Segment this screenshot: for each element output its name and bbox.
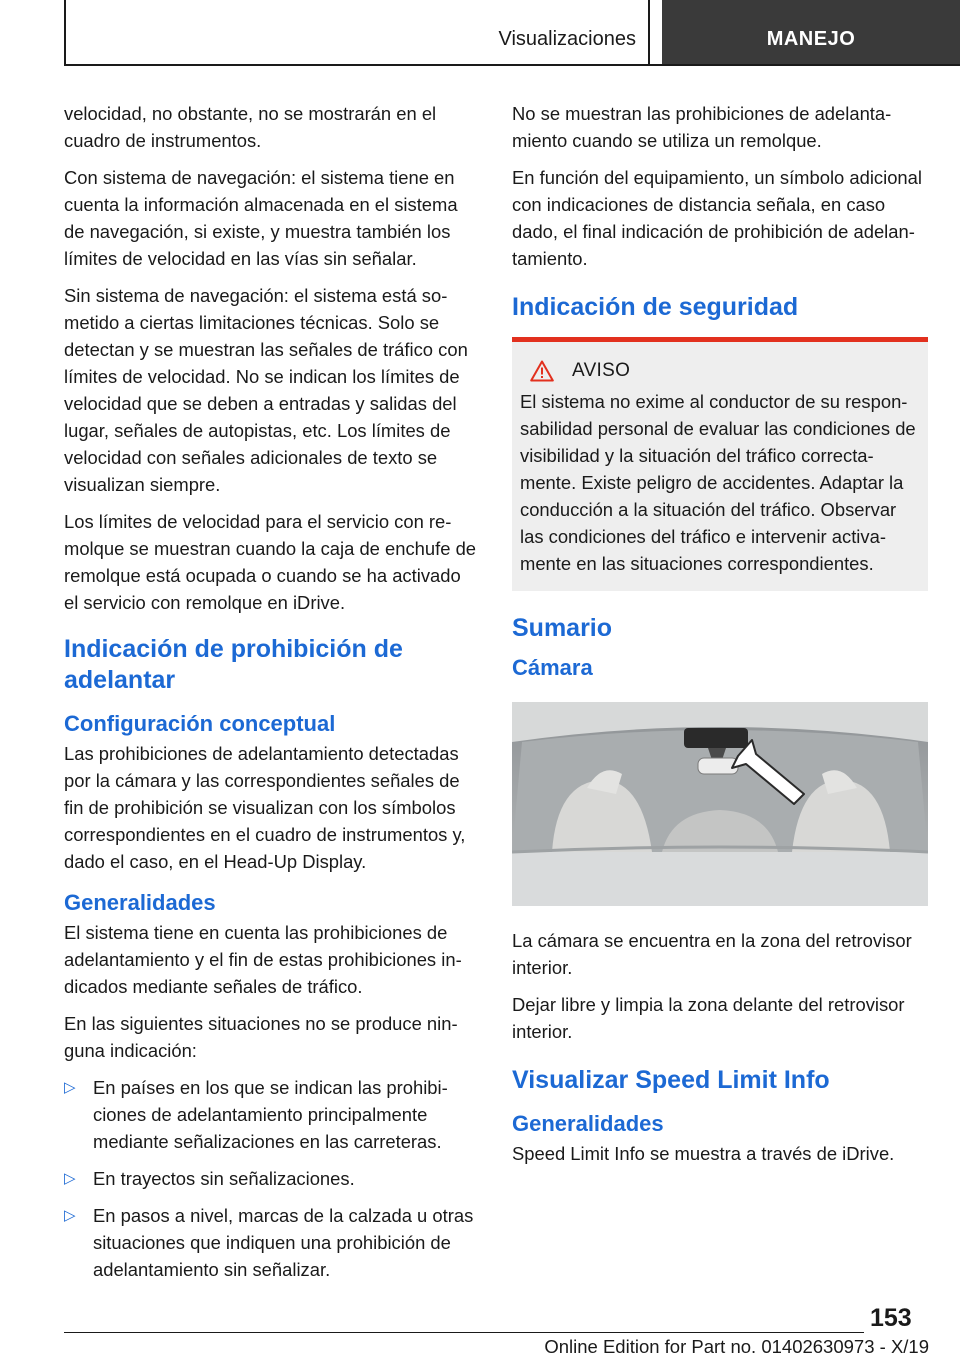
header-rule (64, 64, 960, 66)
header-divider (648, 0, 650, 66)
heading-camera: Cámara (512, 655, 593, 680)
footer-rule (64, 1332, 864, 1333)
heading-summary: Sumario (512, 614, 613, 642)
heading-visualize: Visualizar Speed Limit Info (512, 1066, 830, 1094)
heading-overtaking-prohibition: Indicación de prohibición de adelantar (64, 635, 403, 694)
paragraph: Dejar libre y limpia la zona delante del retrovisor interior. (512, 994, 905, 1042)
paragraph: Los límites de velocidad para el servicio con remolque se muestran cuando la caja de enchufe de remolque está ocupada o cuando se ha activado el servicio con remolque en iDrive. (64, 511, 477, 613)
heading-general: Generalidades (512, 1111, 664, 1136)
paragraph: Sin sistema de navegación: el sistema está sometido a ciertas limitaciones técnicas. Solo se detectan y se muestran las señales de tráfico con límites de velocidad. No se indican los límites de velocidad que se deben a entradas y salidas del lugar, señales de autopistas, etc. Los límites de velocidad con señales adicionales de texto se visualizan siempre. (64, 285, 468, 495)
paragraph: La cámara se encuentra en la zona del retrovisor interior. (512, 930, 912, 978)
warning-title: AVISO (572, 360, 631, 381)
triangle-bullet-icon: ▷ (64, 1207, 76, 1224)
paragraph: No se muestran las prohibiciones de adelantamiento cuando se utiliza un remolque. (512, 103, 892, 151)
chapter-tab: MANEJO (662, 0, 960, 64)
list-item: ▷ En pasos a nivel, marcas de la calzada u otras situaciones que indiquen una prohibición de adelantamiento sin señalizar. (64, 1202, 480, 1283)
warning-triangle-icon (530, 360, 554, 382)
paragraph: En las siguientes situaciones no se produce ninguna indicación: (64, 1013, 458, 1061)
camera-location-image (512, 702, 928, 906)
paragraph: En función del equipamiento, un símbolo adicional con indicaciones de distancia señala, en caso dado, el final indicación de prohibición de adelantamiento. (512, 167, 922, 269)
paragraph: Las prohibiciones de adelantamiento detectadas por la cámara y las correspondientes señales de fin de prohibición se visualizan con los símbolos correspondientes en el cuadro de instrumentos y, dado el caso, en el Head-Up Display. (64, 743, 466, 872)
section-title: Visualizaciones (498, 28, 636, 50)
heading-general: Generalidades (64, 890, 216, 915)
list-item: ▷ En países en los que se indican las prohibiciones de adelantamiento principalmente mediante señalizaciones en las carreteras. (64, 1074, 480, 1155)
heading-safety: Indicación de seguridad (512, 293, 799, 321)
page-number: 153 (870, 1304, 912, 1332)
paragraph: Con sistema de navegación: el sistema tiene en cuenta la información almacenada en el sistema de navegación, si existe, y muestra también los límites de velocidad en las vías sin señalar. (64, 167, 458, 269)
triangle-bullet-icon: ▷ (64, 1170, 76, 1187)
list-item: ▷ En trayectos sin señalizaciones. (64, 1165, 480, 1192)
right-column (512, 100, 928, 1177)
warning-box (512, 337, 928, 591)
warning-text: El sistema no exime al conductor de su responsabilidad personal de evaluar las condiciones de visibilidad y la situación del tráfico correctamente. Existe peligro de accidentes. Adaptar la conducción a la situación del tráfico. Observar las condiciones del tráfico e intervenir activamente en las situaciones correspondientes. (520, 391, 916, 574)
paragraph: velocidad, no obstante, no se mostrarán en el cuadro de instrumentos. (64, 103, 437, 151)
triangle-bullet-icon: ▷ (64, 1079, 76, 1096)
edition-note: Online Edition for Part no. 01402630973 - X/19 (544, 1336, 929, 1357)
left-column (64, 100, 480, 1293)
paragraph: Speed Limit Info se muestra a través de iDrive. (512, 1143, 895, 1164)
bullet-list (64, 1074, 480, 1283)
heading-concept: Configuración conceptual (64, 711, 336, 736)
paragraph: El sistema tiene en cuenta las prohibiciones de adelantamiento y el fin de estas prohibiciones indicados mediante señales de tráfico. (64, 922, 462, 997)
